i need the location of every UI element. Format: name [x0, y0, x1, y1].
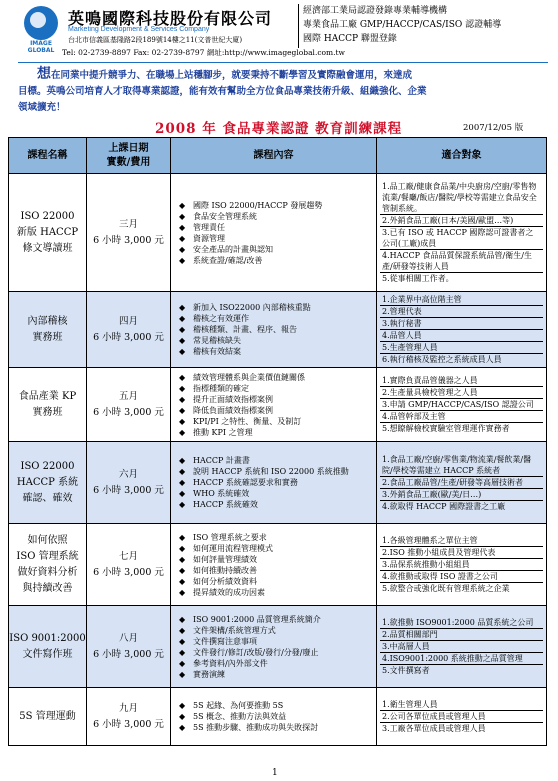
- target-item: 1.實際負責品管儀器之人員: [380, 375, 543, 387]
- logo-text-2: GLOBAL: [27, 47, 55, 54]
- target-item: 2.管理代表: [380, 306, 543, 318]
- content-item: ◆ 安全產品的計畫與認知: [193, 244, 372, 255]
- target-item: 5.從事相關工作者。: [382, 274, 454, 283]
- target-item: 2.品質相關部門: [380, 629, 543, 641]
- target-item: 2.食品工廠品管/生產/研發等高層技術者: [380, 477, 543, 489]
- content-item: ◆ 如何推動持續改善: [193, 565, 372, 576]
- content-item: ◆ 5S 起緣、為何要推動 5S: [193, 700, 372, 711]
- content-item: ◆ 說明 HACCP 系統和 ISO 22000 系統推動: [193, 466, 372, 477]
- course-name-line: ISO 22000: [20, 210, 75, 222]
- course-name-line: 條文導讀班: [22, 242, 73, 254]
- intro-paragraph: [18, 66, 544, 116]
- course-content-cell: [171, 174, 377, 292]
- course-fee: 6 小時 3,000 元: [93, 234, 164, 246]
- content-item: ◆ 如何評量管理績效: [193, 554, 372, 565]
- target-item: 1.食品工廠/空廚/零售業/物流業/餐飲業/醫院/學校等需建立 HACCP 系統者: [380, 454, 543, 477]
- target-item: 4.欲推動或取得 ISO 證書之公司: [380, 571, 543, 583]
- intro-line-2: 目標。英鳴公司培育人才取得專業認證，能有效有幫助全方位食品專業技術升級、組織強化、企業: [18, 86, 427, 97]
- date-fee-cell: [87, 292, 171, 368]
- globe-icon: [24, 6, 58, 40]
- content-item: ◆ 文件撰寫注意事項: [193, 636, 372, 647]
- course-fee: 6 小時 3,000 元: [93, 648, 164, 660]
- content-item: ◆ 稽核之有效運作: [193, 313, 372, 324]
- target-item: 3.工廠各單位成員或管理人員: [382, 724, 486, 733]
- course-month: 六月: [118, 468, 138, 480]
- intro-line-3: 領域擴充！: [18, 102, 66, 113]
- course-fee: 6 小時 3,000 元: [93, 566, 164, 578]
- course-fee: 6 小時 3,000 元: [93, 331, 164, 343]
- content-item: ◆ 提升正面績效指標案例: [193, 394, 372, 405]
- intro-line-1: [18, 66, 544, 84]
- course-name-line: ISO 9001:2000: [9, 632, 86, 644]
- course-name-cell: [9, 442, 87, 524]
- content-item: ◆ WHO 系統確效: [193, 488, 372, 499]
- table-row: [9, 368, 547, 442]
- header-divider: [18, 62, 548, 63]
- content-item: ◆ 新加入 ISO22000 內部稽核重點: [193, 302, 372, 313]
- content-item: ◆ 實務演練: [193, 669, 372, 680]
- course-content-cell: [171, 368, 377, 442]
- target-item: 2.外銷食品工廠(日本/美國/歐盟…等): [380, 215, 543, 227]
- course-name-line: 確認、確效: [22, 492, 73, 504]
- course-name-line: ISO 管理系統: [16, 550, 79, 562]
- course-month: 七月: [118, 550, 138, 562]
- company-logo: [18, 6, 64, 52]
- target-item: 4.品管幹部及主管: [380, 411, 543, 423]
- target-item: 1.企業界中高位階主管: [380, 294, 543, 306]
- target-item: 3.外銷食品工廠(歐/美/日…): [380, 489, 543, 501]
- content-item: ◆ KPI/PI 之特性、衡量、及制訂: [193, 416, 372, 427]
- table-row: [9, 688, 547, 746]
- content-item: ◆ 如何運用流程管理模式: [193, 543, 372, 554]
- content-item: ◆ 文件發行/修訂/改版/發行/分發/廢止: [193, 647, 372, 658]
- target-item: 4.品管人員: [380, 330, 543, 342]
- course-name-line: HACCP 系統: [16, 476, 79, 488]
- table-row: [9, 524, 547, 606]
- course-name-cell: [9, 606, 87, 688]
- target-item: 5.想瞭解檢校實驗室管理運作實務者: [382, 424, 510, 433]
- course-content-cell: [171, 524, 377, 606]
- content-item: ◆ 指標種類的確定: [193, 383, 372, 394]
- company-address: 台北市信義區基隆路2段189號14樓之11(文普世紀大廈): [68, 36, 243, 44]
- course-name-line: 實務班: [32, 406, 63, 418]
- header-fee: 實數/費用: [106, 156, 151, 168]
- certification-box: [298, 4, 550, 48]
- version-date: 2007/12/05 版: [463, 123, 524, 133]
- content-item: ◆ 管理責任: [193, 222, 372, 233]
- course-fee: 6 小時 3,000 元: [93, 484, 164, 496]
- course-name-cell: [9, 368, 87, 442]
- content-item: ◆ ISO 管理系統之要求: [193, 532, 372, 543]
- page-title: 2008 年 食品專業認證 教育訓練課程: [155, 121, 403, 137]
- course-month: 九月: [118, 702, 138, 714]
- target-audience-cell: [377, 292, 547, 368]
- target-item: 5.文件撰寫者: [382, 666, 430, 675]
- table-row: [9, 292, 547, 368]
- content-item: ◆ 稽核種類、計畫、程序、報告: [193, 324, 372, 335]
- course-fee: 6 小時 3,000 元: [93, 718, 164, 730]
- content-item: ◆ 5S 概念、推動方法與效益: [193, 711, 372, 722]
- content-item: ◆ 常見稽核缺失: [193, 335, 372, 346]
- intro-text-1: 在同業中提升競爭力、在職場上站穩腳步，就要秉持不斷學習及實際融會運用，來達成: [51, 70, 413, 81]
- course-fee: 6 小時 3,000 元: [93, 406, 164, 418]
- course-month: 四月: [118, 315, 138, 327]
- date-fee-cell: [87, 368, 171, 442]
- header-target: 適合對象: [377, 138, 547, 174]
- course-content-cell: [171, 688, 377, 746]
- company-english-name: Marketing Development & Services Company: [68, 26, 210, 33]
- target-item: 1.欲推動 ISO9001:2000 品質系統之公司: [380, 617, 543, 629]
- content-item: ◆ 食品安全管理系統: [193, 211, 372, 222]
- date-fee-cell: [87, 606, 171, 688]
- target-item: 3.申請 GMP/HACCP/CAS/ISO 認證公司: [380, 399, 543, 411]
- target-audience-cell: [377, 174, 547, 292]
- content-item: ◆ 5S 推動步驟、推動成功與失敗探討: [193, 722, 372, 733]
- course-name-line: 如何依照: [27, 534, 68, 546]
- course-name-line: 實務班: [32, 331, 63, 343]
- target-item: 3.已有 ISO 或 HACCP 國際認可證書者之公司(工廠)成員: [380, 227, 543, 250]
- target-item: 2.生產量具檢校管理之人員: [380, 387, 543, 399]
- content-item: ◆ 推動 KPI 之管理: [193, 427, 372, 438]
- target-item: 3.執行秘書: [380, 318, 543, 330]
- target-item: 1.各級管理體系之單位主管: [380, 535, 543, 547]
- header-content: 課程內容: [171, 138, 377, 174]
- target-item: 2.公司各單位成員或管理人員: [380, 711, 543, 723]
- target-item: 1.衛生管理人員: [380, 699, 543, 711]
- target-item: 2.ISO 推動小組成員及管理代表: [380, 547, 543, 559]
- target-item: 4.欲取得 HACCP 國際證書之工廠: [382, 501, 506, 511]
- target-item: 3.品保系統推動小組組員: [380, 559, 543, 571]
- date-fee-cell: [87, 174, 171, 292]
- header-date: 上課日期: [108, 142, 149, 154]
- content-item: ◆ 資源管理: [193, 233, 372, 244]
- content-item: ◆ 績效管理體系與企業價值鏈關係: [193, 372, 372, 383]
- target-item: 5.欲整合或強化既有管理系統之企業: [382, 584, 510, 593]
- cert-line: 經濟部工業局認證發錄專業輔導機構: [303, 6, 448, 16]
- date-fee-cell: [87, 442, 171, 524]
- company-name: 英鳴國際科技股份有限公司: [68, 9, 273, 28]
- course-name-cell: [9, 688, 87, 746]
- table-row: [9, 606, 547, 688]
- target-audience-cell: [377, 688, 547, 746]
- course-table: [8, 137, 547, 746]
- content-item: ◆ 系統查證/確認/改善: [193, 255, 372, 266]
- course-name-cell: [9, 292, 87, 368]
- course-name-line: 與持續改善: [22, 582, 73, 594]
- course-name-line: 內部稽核: [27, 315, 68, 327]
- header-date-fee: [87, 138, 171, 174]
- table-row: [9, 174, 547, 292]
- target-item: 3.中高層人員: [380, 641, 543, 653]
- intro-big-char: 想: [37, 66, 52, 82]
- content-item: ◆ HACCP 計畫書: [193, 455, 372, 466]
- course-name-line: ISO 22000: [20, 460, 75, 472]
- course-name-line: 5S 管理運動: [19, 710, 76, 722]
- target-item: 1.品工廠/健康食品業/中央廚房/空廚/零售物流業/餐廳/飯店/醫院/學校等需建立食品安全管制系統。: [380, 181, 543, 215]
- content-item: ◆ 稽核有效結案: [193, 346, 372, 357]
- logo-text-1: IMAGE: [30, 40, 52, 47]
- target-audience-cell: [377, 442, 547, 524]
- date-fee-cell: [87, 524, 171, 606]
- content-item: ◆ 國際 ISO 22000/HACCP 發展趨勢: [193, 200, 372, 211]
- target-item: 4.ISO9001:2000 系統推動之品質管理: [380, 653, 543, 665]
- content-item: ◆ 文件架構/系統管理方式: [193, 625, 372, 636]
- content-item: ◆ 如何分析績效資料: [193, 576, 372, 587]
- course-content-cell: [171, 292, 377, 368]
- page-number: 1: [272, 768, 278, 778]
- content-item: ◆ 參考資料/內外部文件: [193, 658, 372, 669]
- target-item: 4.HACCP 食品品質保證系統品管/衛生/生產/研發等技術人員: [380, 250, 543, 273]
- target-audience-cell: [377, 524, 547, 606]
- course-month: 八月: [118, 632, 138, 644]
- target-audience-cell: [377, 606, 547, 688]
- course-content-cell: [171, 442, 377, 524]
- table-body: [9, 174, 547, 746]
- course-name-line: 食品產業 KP: [18, 390, 77, 402]
- content-item: ◆ 提昇績效的成功因素: [193, 587, 372, 598]
- course-name-line: 文件寫作班: [22, 648, 73, 660]
- header-course-name: 課程名稱: [9, 138, 87, 174]
- table-header-row: [9, 138, 547, 174]
- target-item: 6.執行稽核及監控之系統成員人員: [382, 355, 502, 364]
- course-name-line: 新版 HACCP: [16, 226, 79, 238]
- course-name-line: 做好資料分析: [17, 566, 78, 578]
- target-item: 5.生產管理人員: [380, 342, 543, 354]
- cert-line: 專業食品工廠 GMP/HACCP/CAS/ISO 認證輔導: [303, 20, 502, 30]
- company-contact: Tel: 02-2739-8897 Fax: 02-2739-8797 網址:http://www.imageglobal.com.tw: [62, 48, 345, 57]
- target-audience-cell: [377, 368, 547, 442]
- date-fee-cell: [87, 688, 171, 746]
- content-item: ◆ HACCP 系統確認要求和實務: [193, 477, 372, 488]
- document-header: [18, 4, 548, 66]
- course-month: 三月: [118, 218, 138, 230]
- content-item: ◆ ISO 9001:2000 品質管理系統簡介: [193, 614, 372, 625]
- course-month: 五月: [118, 390, 138, 402]
- table-row: [9, 442, 547, 524]
- content-item: ◆ HACCP 系統確效: [193, 499, 372, 510]
- cert-line: 國際 HACCP 聯盟登錄: [303, 34, 397, 44]
- content-item: ◆ 降低負面績效指標案例: [193, 405, 372, 416]
- course-name-cell: [9, 524, 87, 606]
- course-name-cell: [9, 174, 87, 292]
- course-content-cell: [171, 606, 377, 688]
